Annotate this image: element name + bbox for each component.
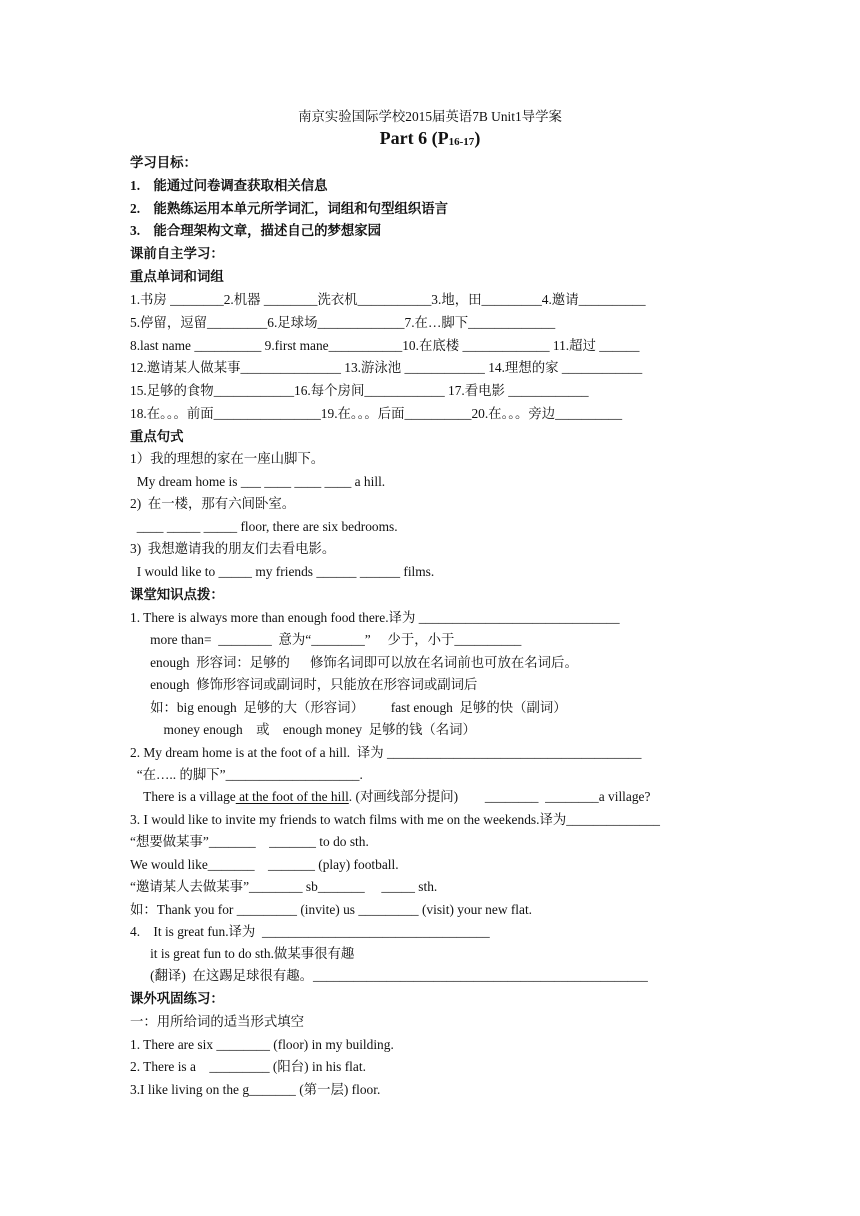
classroom-line: (翻译) 在这踢足球很有趣。__________________________________________________ xyxy=(130,968,648,983)
classroom-line: 4. It is great fun.译为 __________________________________ xyxy=(130,924,490,939)
classroom-line: “想要做某事”_______ _______ to do sth. xyxy=(130,834,369,849)
vocab-line: 1.书房 ________2.机器 ________洗衣机___________3.地，田_________4.邀请__________ xyxy=(130,292,646,307)
objective-item: 2. 能熟练运用本单元所学词汇，词组和句型组织语言 xyxy=(130,201,449,216)
sentence-line: 2) 在一楼，那有六间卧室。 xyxy=(130,496,296,511)
homework-item: 2. There is a _________ (阳台) in his flat. xyxy=(130,1059,366,1074)
sentence-line: 3) 我想邀请我的朋友们去看电影。 xyxy=(130,541,336,556)
village-question-line xyxy=(130,789,650,805)
objective-item: 3. 能合理架构文章，描述自己的梦想家园 xyxy=(130,223,382,238)
sentence-line: I would like to _____ my friends ______ ______ films. xyxy=(130,564,435,579)
classroom-line: “在….. 的脚下”____________________. xyxy=(130,767,363,782)
sentence-line: 1）我的理想的家在一座山脚下。 xyxy=(130,451,325,466)
part-title xyxy=(0,130,860,150)
pre-study-heading: 课前自主学习： xyxy=(130,246,224,261)
village-underlined-phrase: at the foot of the hill xyxy=(235,789,349,804)
homework-item: 3.I like living on the g_______ (第一层) floor. xyxy=(130,1082,381,1097)
classroom-line: enough 修饰形容词或副词时，只能放在形容词或副词后 xyxy=(130,677,478,692)
homework-section: 一：用所给词的适当形式填空 xyxy=(130,1014,305,1029)
part-pages: 16-17 xyxy=(448,136,475,148)
classroom-line: 3. I would like to invite my friends to watch films with me on the weekends.译为______________ xyxy=(130,812,660,827)
part-title-close: ) xyxy=(474,128,481,148)
vocab-line: 18.在。。。前面________________19.在。。。后面__________20.在。。。旁边__________ xyxy=(130,406,623,421)
classroom-line: 1. There is always more than enough food there.译为 ______________________________ xyxy=(130,610,620,625)
classroom-line: We would like_______ _______ (play) football. xyxy=(130,857,399,872)
classroom-heading: 课堂知识点拨： xyxy=(130,587,224,602)
classroom-line: money enough 或 enough money 足够的钱（名词） xyxy=(130,722,476,737)
homework-item: 1. There are six ________ (floor) in my building. xyxy=(130,1037,394,1052)
classroom-line: it is great fun to do sth.做某事很有趣 xyxy=(130,946,355,961)
sentence-line: ____ _____ _____ floor, there are six bedrooms. xyxy=(130,519,398,534)
classroom-line: “邀请某人去做某事”________ sb_______ _____ sth. xyxy=(130,879,438,894)
classroom-line: 如：big enough 足够的大（形容词） fast enough 足够的快（副词） xyxy=(130,700,567,715)
vocab-heading: 重点单词和词组 xyxy=(130,269,224,284)
vocab-line: 12.邀请某人做某事_______________ 13.游泳池 ____________ 14.理想的家 ____________ xyxy=(130,360,643,375)
village-text-after: . (对画线部分提问) ________ ________a village? xyxy=(348,789,651,804)
vocab-line: 8.last name __________ 9.first mane___________10.在底楼 _____________ 11.超过 ______ xyxy=(130,338,640,353)
objective-item: 1. 能通过问卷调查获取相关信息 xyxy=(130,178,328,193)
objectives-heading: 学习目标： xyxy=(130,155,197,170)
classroom-line: 如：Thank you for _________ (invite) us _________ (visit) your new flat. xyxy=(130,902,533,917)
sentences-heading: 重点句式 xyxy=(130,429,184,444)
homework-heading: 课外巩固练习： xyxy=(130,991,224,1006)
classroom-line: more than= ________ 意为“________” 少于，小于__________ xyxy=(130,632,522,647)
vocab-line: 15.足够的食物____________16.每个房间____________ 17.看电影 ____________ xyxy=(130,383,589,398)
vocab-line: 5.停留，逗留_________6.足球场_____________7.在…脚下_____________ xyxy=(130,315,556,330)
school-title: 南京实验国际学校2015届英语7B Unit1导学案 xyxy=(298,109,562,124)
village-text-before: There is a village xyxy=(130,789,236,804)
classroom-line: 2. My dream home is at the foot of a hill. 译为 ______________________________________ xyxy=(130,745,642,760)
sentence-line: My dream home is ___ ____ ____ ____ a hill. xyxy=(130,474,386,489)
part-title-text: Part 6 (P xyxy=(379,128,449,148)
classroom-line: enough 形容词：足够的 修饰名词即可以放在名词前也可放在名词后。 xyxy=(130,655,578,670)
